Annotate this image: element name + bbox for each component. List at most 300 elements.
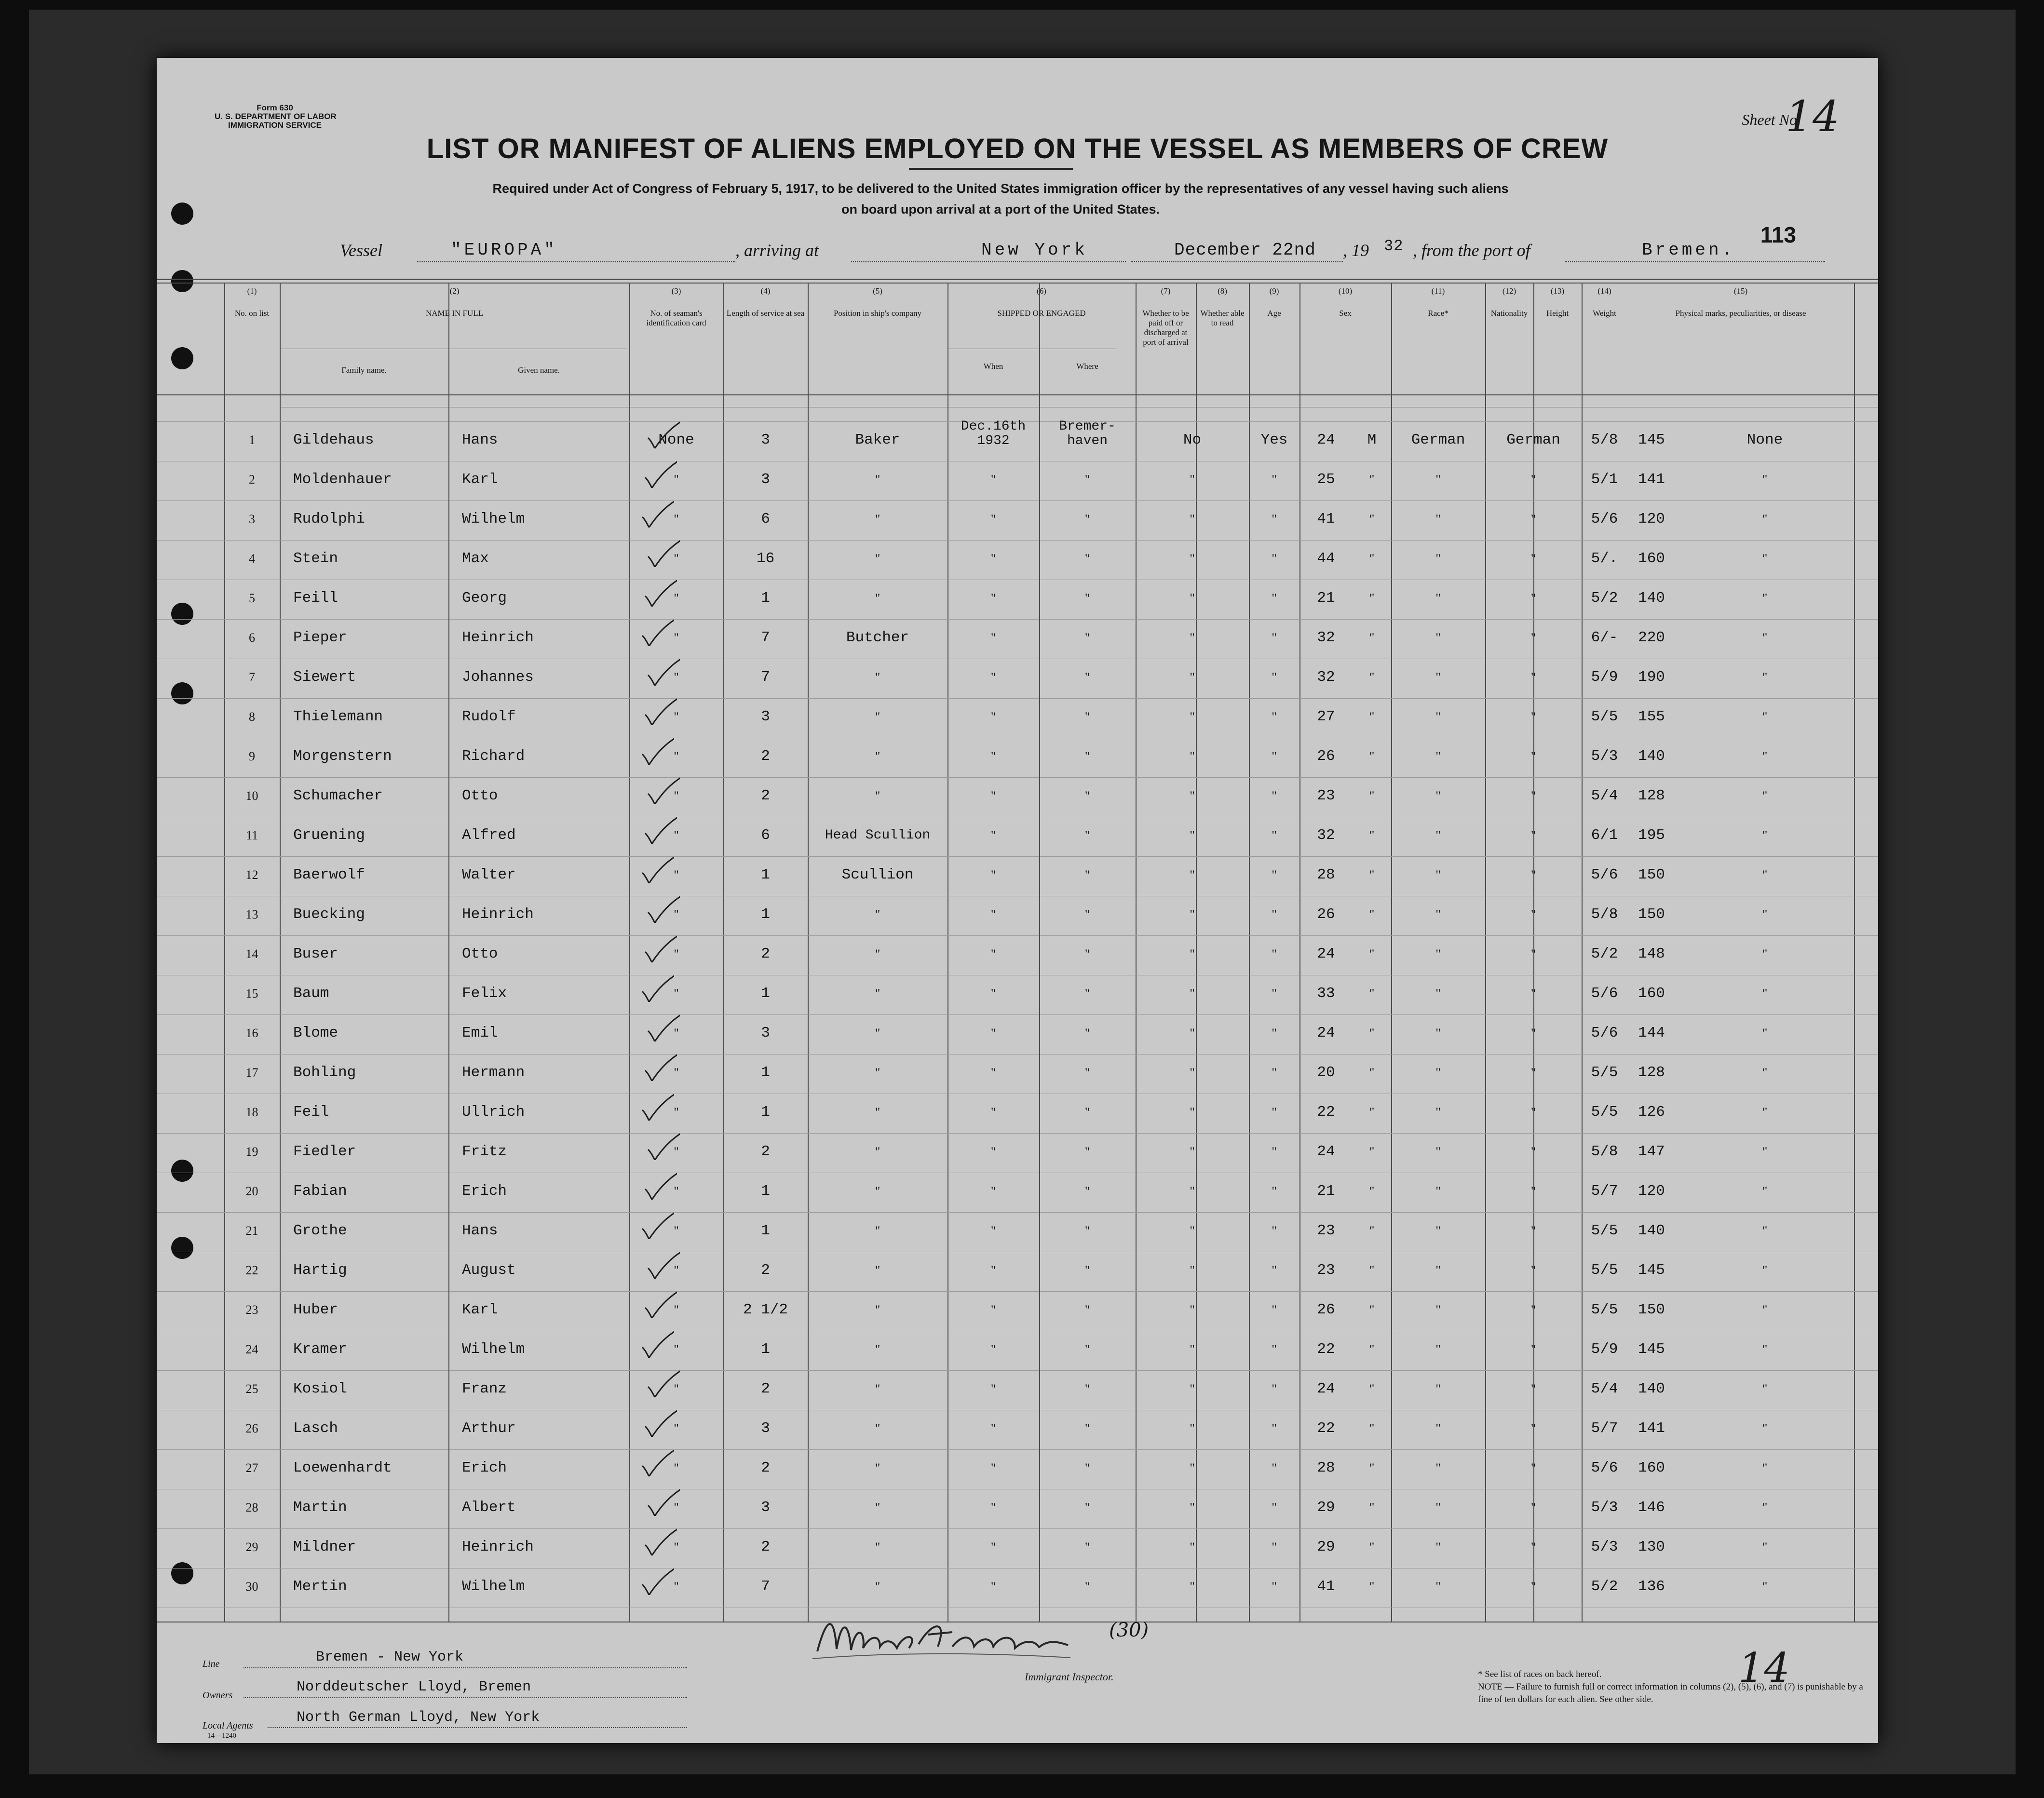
cell-where: " — [1084, 591, 1090, 605]
cell-age: 41 — [1317, 1578, 1335, 1595]
cell-card: " — [674, 1263, 679, 1277]
line-value: Bremen - New York — [316, 1649, 464, 1665]
cell-weight: 145 — [1638, 1341, 1665, 1358]
cell-card: " — [674, 907, 679, 921]
cell-card: " — [674, 473, 679, 487]
cell-card: " — [674, 710, 679, 724]
cell-height: 5/9 — [1591, 669, 1618, 686]
cell-weight: 147 — [1638, 1143, 1665, 1160]
cell-family: Mertin — [293, 1578, 347, 1595]
cell-weight: 145 — [1638, 432, 1665, 448]
cell-age: 22 — [1317, 1341, 1335, 1358]
footer-notes — [1478, 1668, 1873, 1706]
checkmark-icon — [646, 769, 680, 804]
cell-marks: " — [1762, 907, 1768, 921]
checkmark-icon — [643, 1283, 677, 1318]
cell-paid: " — [1190, 828, 1195, 842]
cell-read: " — [1272, 552, 1277, 566]
cell-marks: " — [1762, 1501, 1768, 1514]
cell-height: 5/2 — [1591, 1578, 1618, 1595]
cell-height: 5/7 — [1591, 1183, 1618, 1200]
cell-height: 5/6 — [1591, 1025, 1618, 1041]
cell-marks: " — [1762, 1026, 1768, 1040]
cell-age: 24 — [1317, 1380, 1335, 1397]
cell-position: " — [875, 1501, 880, 1514]
cell-age: 20 — [1317, 1064, 1335, 1081]
cell-sex: " — [1369, 1066, 1375, 1080]
column-header: Physical marks, peculiarities, or disease — [1675, 309, 1806, 318]
cell-position: " — [875, 1026, 880, 1040]
cell-service: 7 — [761, 669, 770, 686]
cell-position: " — [875, 947, 880, 961]
checkmark-icon — [643, 1520, 677, 1555]
cell-race: German — [1411, 432, 1465, 448]
cell-sex: " — [1369, 789, 1375, 803]
cell-read: " — [1272, 907, 1277, 921]
column-rule — [1854, 284, 1855, 1622]
cell-card: " — [674, 1145, 679, 1159]
cell-marks: " — [1762, 473, 1768, 487]
cell-paid: " — [1190, 670, 1195, 684]
cell-given: Erich — [462, 1460, 507, 1476]
subtitle-line: Required under Act of Congress of February 5, 1917, to be delivered to the United States immigration officer by the representatives of any vessel having such aliens — [492, 181, 1509, 196]
cell-weight: 160 — [1638, 550, 1665, 567]
row-rule — [157, 1291, 1878, 1292]
cell-marks: " — [1762, 631, 1768, 645]
checkmark-icon — [640, 966, 674, 1002]
cell-nationality: " — [1530, 987, 1536, 1000]
column-header: Nationality — [1490, 309, 1528, 318]
cell-read: " — [1272, 631, 1277, 645]
cell-weight: 148 — [1638, 946, 1665, 962]
cell-given: Emil — [462, 1025, 498, 1041]
checkmark-icon — [646, 1362, 680, 1397]
cell-no: 7 — [249, 670, 255, 684]
inspector-label: Immigrant Inspector. — [1025, 1671, 1114, 1683]
column-subheader: Given name. — [518, 365, 560, 375]
cell-age: 24 — [1317, 432, 1335, 448]
checkmark-icon — [640, 1441, 674, 1476]
cell-given: Hans — [462, 432, 498, 448]
cell-no: 12 — [245, 868, 258, 882]
cell-card: " — [674, 987, 679, 1000]
cell-nationality: " — [1530, 710, 1536, 724]
checkmark-icon — [640, 848, 674, 883]
cell-age: 23 — [1317, 787, 1335, 804]
cell-position: Head Scullion — [825, 828, 931, 843]
cell-weight: 126 — [1638, 1104, 1665, 1121]
owners-value: Norddeutscher Lloyd, Bremen — [297, 1679, 531, 1695]
cell-no: 26 — [245, 1421, 258, 1435]
cell-race: " — [1435, 1105, 1441, 1119]
cell-service: 1 — [761, 906, 770, 923]
cell-nationality: " — [1530, 789, 1536, 803]
cell-service: 3 — [761, 1499, 770, 1516]
row-rule — [157, 935, 1878, 936]
cell-position: " — [875, 749, 880, 763]
form-code: 14—1240 — [207, 1732, 236, 1740]
cell-position: " — [875, 552, 880, 566]
column-number: (3) — [671, 286, 681, 296]
cell-given: Wilhelm — [462, 1578, 525, 1595]
cell-marks: " — [1762, 868, 1768, 882]
cell-where: " — [1084, 1224, 1090, 1238]
cell-family: Huber — [293, 1301, 338, 1318]
cell-position: " — [875, 1105, 880, 1119]
cell-service: 6 — [761, 827, 770, 844]
cell-service: 1 — [761, 985, 770, 1002]
cell-weight: 150 — [1638, 906, 1665, 923]
cell-card: None — [658, 432, 694, 448]
cell-sex: " — [1369, 1105, 1375, 1119]
cell-sex: " — [1369, 1421, 1375, 1435]
cell-sex: " — [1369, 1184, 1375, 1198]
cell-nationality: " — [1530, 1105, 1536, 1119]
cell-where: " — [1084, 552, 1090, 566]
row-rule — [157, 777, 1878, 778]
total-count: (30) — [1109, 1619, 1149, 1641]
column-subheader: Family name. — [341, 365, 387, 375]
cell-weight: 145 — [1638, 1262, 1665, 1279]
cell-read: " — [1272, 1580, 1277, 1594]
cell-paid: " — [1190, 1461, 1195, 1475]
cell-card: " — [674, 1066, 679, 1080]
cell-family: Baerwolf — [293, 866, 365, 883]
checkmark-icon — [643, 927, 677, 962]
binder-hole — [171, 203, 193, 225]
cell-height: 5/5 — [1591, 708, 1618, 725]
cell-race: " — [1435, 512, 1441, 526]
cell-where: " — [1084, 749, 1090, 763]
fill-line — [1565, 261, 1825, 262]
cell-paid: " — [1190, 789, 1195, 803]
cell-position: " — [875, 1303, 880, 1317]
cell-marks: " — [1762, 1580, 1768, 1594]
cell-weight: 130 — [1638, 1539, 1665, 1555]
row-rule — [157, 856, 1878, 857]
cell-where: " — [1084, 1066, 1090, 1080]
cell-marks: None — [1746, 432, 1783, 448]
cell-paid: " — [1190, 1421, 1195, 1435]
cell-service: 3 — [761, 432, 770, 448]
column-number: (5) — [873, 286, 882, 296]
cell-given: Rudolf — [462, 708, 516, 725]
cell-race: " — [1435, 1145, 1441, 1159]
cell-when: " — [990, 1540, 996, 1554]
cell-age: 21 — [1317, 1183, 1335, 1200]
cell-where: " — [1084, 710, 1090, 724]
cell-paid: " — [1190, 552, 1195, 566]
cell-nationality: " — [1530, 1501, 1536, 1514]
races-note: * See list of races on back hereof. — [1478, 1669, 1602, 1679]
cell-read: " — [1272, 868, 1277, 882]
column-header: SHIPPED OR ENGAGED — [997, 309, 1086, 318]
cell-paid: " — [1190, 1303, 1195, 1317]
vessel-label: Vessel — [340, 241, 382, 260]
cell-weight: 144 — [1638, 1025, 1665, 1041]
cell-service: 6 — [761, 511, 770, 527]
cell-nationality: " — [1530, 1461, 1536, 1475]
cell-service: 3 — [761, 1025, 770, 1041]
cell-read: " — [1272, 670, 1277, 684]
fill-line — [851, 261, 1126, 262]
cell-position: " — [875, 473, 880, 487]
checkmark-icon — [640, 1559, 674, 1595]
cell-nationality: " — [1530, 1303, 1536, 1317]
cell-age: 25 — [1317, 471, 1335, 488]
cell-no: 29 — [245, 1540, 258, 1554]
cell-where: " — [1084, 947, 1090, 961]
checkmark-icon — [643, 1045, 677, 1081]
penalty-note: NOTE — Failure to furnish full or correct information in columns (2), (5), (6), and (7) is punishable by a fine of ten dollars for each alien. See other side. — [1478, 1682, 1863, 1704]
cell-given: Heinrich — [462, 906, 534, 923]
cell-service: 2 — [761, 1539, 770, 1555]
page-reference-number: 113 — [1760, 222, 1796, 247]
cell-race: " — [1435, 947, 1441, 961]
cell-marks: " — [1762, 1066, 1768, 1080]
cell-nationality: " — [1530, 1263, 1536, 1277]
cell-sex: " — [1369, 1461, 1375, 1475]
column-number: (4) — [760, 286, 771, 296]
cell-card: " — [674, 1421, 679, 1435]
cell-paid: " — [1190, 947, 1195, 961]
column-subheader: Where — [1076, 362, 1098, 371]
cell-when: " — [990, 1026, 996, 1040]
cell-marks: " — [1762, 1105, 1768, 1119]
cell-where: " — [1084, 473, 1090, 487]
cell-read: " — [1272, 512, 1277, 526]
cell-position: " — [875, 1263, 880, 1277]
checkmark-icon — [640, 729, 674, 765]
cell-when: " — [990, 1066, 996, 1080]
cell-position: Butcher — [846, 629, 909, 646]
cell-paid: No — [1183, 432, 1202, 448]
cell-card: " — [674, 1501, 679, 1514]
cell-given: Alfred — [462, 827, 516, 844]
cell-height: 5/2 — [1591, 946, 1618, 962]
cell-family: Fabian — [293, 1183, 347, 1200]
cell-sex: " — [1369, 1382, 1375, 1396]
cell-where: " — [1084, 1263, 1090, 1277]
column-header: Sex — [1339, 309, 1352, 318]
cell-family: Bohling — [293, 1064, 356, 1081]
cell-paid: " — [1190, 512, 1195, 526]
row-rule — [157, 540, 1878, 541]
crew-manifest-table — [157, 279, 1878, 1638]
cell-where: " — [1084, 1501, 1090, 1514]
cell-race: " — [1435, 552, 1441, 566]
cell-service: 1 — [761, 1104, 770, 1121]
cell-service: 1 — [761, 866, 770, 883]
cell-age: 26 — [1317, 748, 1335, 765]
cell-service: 1 — [761, 1341, 770, 1358]
cell-height: 5/5 — [1591, 1222, 1618, 1239]
departure-port: Bremen. — [1642, 240, 1735, 260]
cell-when: " — [990, 631, 996, 645]
checkmark-icon — [643, 1401, 677, 1437]
checkmark-icon — [643, 689, 677, 725]
cell-weight: 140 — [1638, 1380, 1665, 1397]
cell-nationality: " — [1530, 1580, 1536, 1594]
cell-card: " — [674, 1026, 679, 1040]
fill-line — [417, 261, 735, 262]
form-number: Form 630 — [257, 103, 293, 112]
column-header: Height — [1546, 309, 1569, 318]
cell-nationality: " — [1530, 1540, 1536, 1554]
column-header: Whether able to read — [1200, 309, 1245, 327]
cell-height: 5/3 — [1591, 1539, 1618, 1555]
cell-card: " — [674, 1303, 679, 1317]
cell-nationality: " — [1530, 907, 1536, 921]
manifest-page — [157, 58, 1878, 1743]
cell-family: Buser — [293, 946, 338, 962]
cell-where: " — [1084, 1540, 1090, 1554]
cell-nationality: German — [1506, 432, 1560, 448]
cell-when: " — [990, 749, 996, 763]
cell-age: 23 — [1317, 1262, 1335, 1279]
cell-given: Wilhelm — [462, 511, 525, 527]
cell-no: 24 — [245, 1342, 258, 1356]
cell-given: Franz — [462, 1380, 507, 1397]
fill-line — [1131, 261, 1343, 262]
cell-family: Baum — [293, 985, 329, 1002]
cell-service: 1 — [761, 590, 770, 607]
cell-read: " — [1272, 1382, 1277, 1396]
cell-family: Kosiol — [293, 1380, 347, 1397]
column-subheader: When — [983, 362, 1003, 371]
column-number: (2) — [449, 286, 460, 296]
cell-age: 22 — [1317, 1104, 1335, 1121]
cell-no: 17 — [245, 1066, 258, 1080]
cell-when: " — [990, 1342, 996, 1356]
cell-weight: 136 — [1638, 1578, 1665, 1595]
cell-race: " — [1435, 1263, 1441, 1277]
cell-read: " — [1272, 1263, 1277, 1277]
cell-age: 26 — [1317, 1301, 1335, 1318]
cell-race: " — [1435, 789, 1441, 803]
cell-service: 2 — [761, 946, 770, 962]
cell-nationality: " — [1530, 1382, 1536, 1396]
cell-sex: " — [1369, 828, 1375, 842]
checkmark-icon — [643, 452, 677, 488]
cell-given: Erich — [462, 1183, 507, 1200]
cell-sex: " — [1369, 868, 1375, 882]
cell-no: 2 — [249, 473, 255, 487]
cell-read: " — [1272, 591, 1277, 605]
column-number: (1) — [247, 286, 257, 296]
cell-race: " — [1435, 710, 1441, 724]
cell-paid: " — [1190, 1224, 1195, 1238]
cell-given: Felix — [462, 985, 507, 1002]
page-title: LIST OR MANIFEST OF ALIENS EMPLOYED ON THE VESSEL AS MEMBERS OF CREW — [426, 133, 1609, 164]
column-number: (11) — [1431, 286, 1445, 296]
cell-position: " — [875, 907, 880, 921]
from-label: , from the port of — [1413, 241, 1530, 260]
cell-age: 41 — [1317, 511, 1335, 527]
cell-weight: 195 — [1638, 827, 1665, 844]
cell-weight: 128 — [1638, 1064, 1665, 1081]
cell-marks: " — [1762, 828, 1768, 842]
cell-no: 18 — [245, 1105, 258, 1119]
cell-given: Hermann — [462, 1064, 525, 1081]
cell-paid: " — [1190, 1263, 1195, 1277]
cell-paid: " — [1190, 1580, 1195, 1594]
cell-service: 16 — [756, 550, 775, 567]
cell-given: Johannes — [462, 669, 534, 686]
cell-when: " — [990, 907, 996, 921]
cell-when: " — [990, 670, 996, 684]
cell-age: 27 — [1317, 708, 1335, 725]
cell-where: Bremer-haven — [1059, 419, 1116, 448]
cell-where: " — [1084, 1303, 1090, 1317]
cell-read: " — [1272, 789, 1277, 803]
cell-family: Gruening — [293, 827, 365, 844]
cell-no: 22 — [245, 1263, 258, 1277]
cell-where: " — [1084, 1184, 1090, 1198]
cell-marks: " — [1762, 749, 1768, 763]
cell-height: 5/6 — [1591, 1460, 1618, 1476]
cell-age: 33 — [1317, 985, 1335, 1002]
column-header: Whether to be paid off or discharged at port of arrival — [1142, 309, 1189, 347]
checkmark-icon — [646, 531, 680, 567]
cell-nationality: " — [1530, 591, 1536, 605]
cell-race: " — [1435, 1421, 1441, 1435]
cell-position: " — [875, 1184, 880, 1198]
cell-position: " — [875, 591, 880, 605]
cell-height: 5/. — [1591, 550, 1618, 567]
cell-height: 5/3 — [1591, 1499, 1618, 1516]
cell-age: 32 — [1317, 669, 1335, 686]
cell-marks: " — [1762, 1224, 1768, 1238]
cell-read: " — [1272, 987, 1277, 1000]
cell-paid: " — [1190, 1145, 1195, 1159]
cell-where: " — [1084, 1105, 1090, 1119]
vessel-name: "EUROPA" — [451, 240, 557, 260]
row-rule — [157, 1370, 1878, 1371]
cell-family: Stein — [293, 550, 338, 567]
cell-nationality: " — [1530, 1224, 1536, 1238]
cell-position: " — [875, 789, 880, 803]
cell-paid: " — [1190, 907, 1195, 921]
cell-marks: " — [1762, 591, 1768, 605]
cell-position: " — [875, 1145, 880, 1159]
cell-read: " — [1272, 1224, 1277, 1238]
cell-age: 24 — [1317, 946, 1335, 962]
cell-paid: " — [1190, 1184, 1195, 1198]
cell-weight: 141 — [1638, 1420, 1665, 1437]
cell-marks: " — [1762, 987, 1768, 1000]
cell-nationality: " — [1530, 552, 1536, 566]
cell-given: Fritz — [462, 1143, 507, 1160]
cell-read: " — [1272, 1303, 1277, 1317]
service-name: IMMIGRATION SERVICE — [228, 121, 322, 130]
cell-sex: " — [1369, 1342, 1375, 1356]
checkmark-icon — [646, 1480, 680, 1516]
cell-where: " — [1084, 987, 1090, 1000]
cell-weight: 155 — [1638, 708, 1665, 725]
cell-when: " — [990, 868, 996, 882]
cell-race: " — [1435, 1184, 1441, 1198]
cell-no: 11 — [245, 828, 258, 842]
cell-nationality: " — [1530, 1066, 1536, 1080]
cell-nationality: " — [1530, 1342, 1536, 1356]
cell-card: " — [674, 670, 679, 684]
cell-card: " — [674, 868, 679, 882]
cell-when: " — [990, 1421, 996, 1435]
cell-position: " — [875, 670, 880, 684]
cell-weight: 120 — [1638, 511, 1665, 527]
owners-label: Owners — [203, 1690, 233, 1701]
